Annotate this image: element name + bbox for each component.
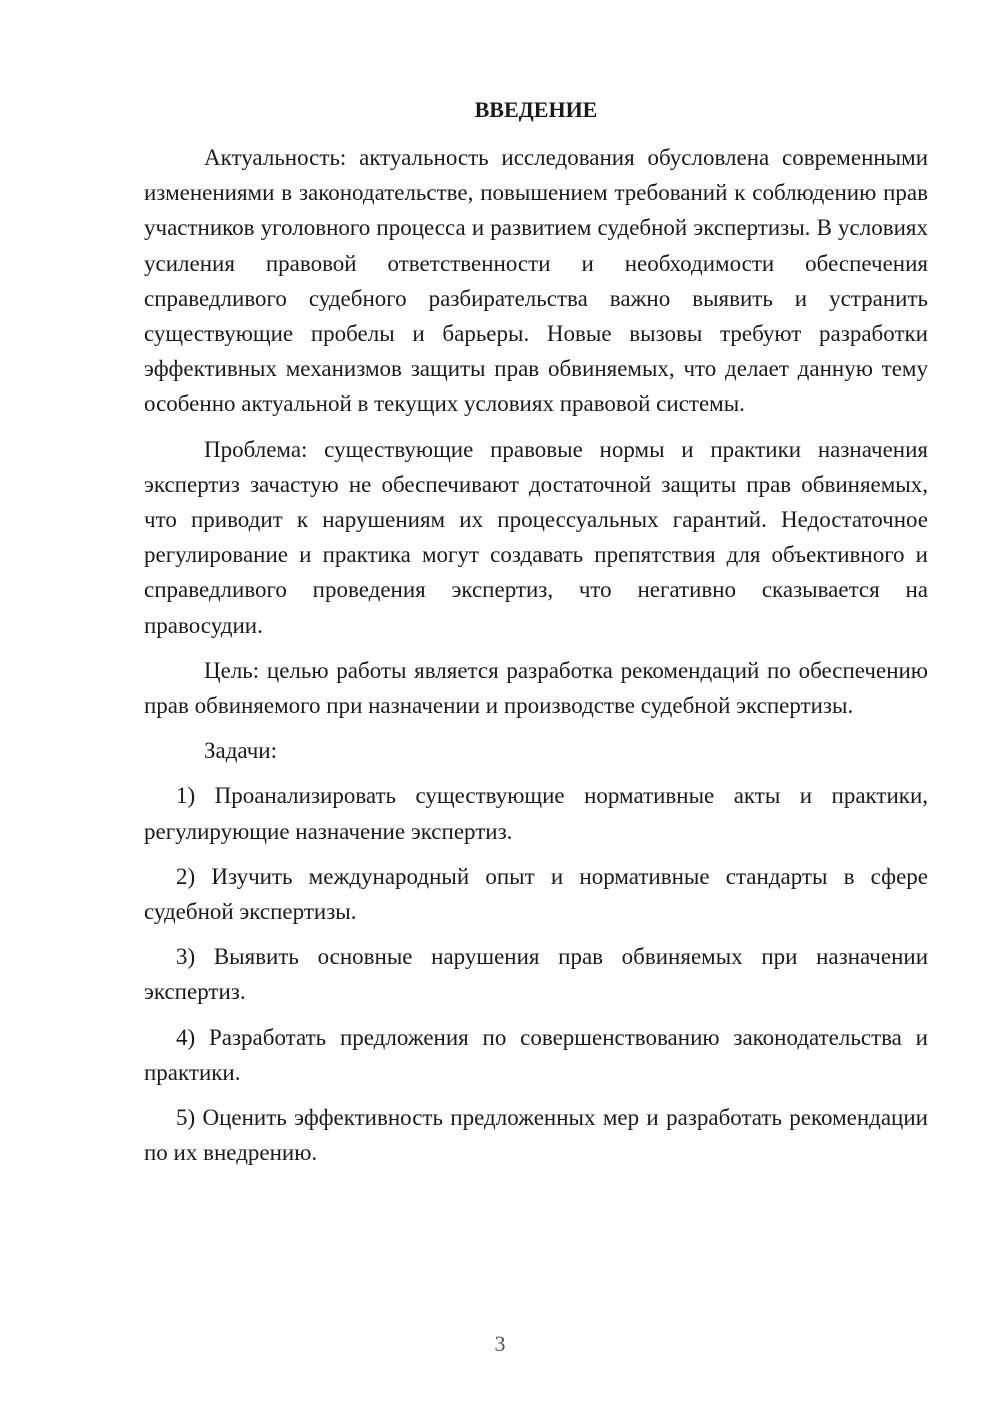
document-page bbox=[144, 94, 928, 1180]
paragraph-tasks-heading: Задачи: bbox=[204, 738, 277, 764]
paragraph-problem: Проблема: существующие правовые нормы и практики назначения экспертиз зачастую не обеспечивают достаточной защиты прав обвиняемых, что приводит к нарушениям их процессуальных гарантий. Недостаточное регулирование и практика могут создавать препятствия для объективного и справедливого проведения экспертиз, что негативно сказывается на правосудии. bbox=[144, 436, 928, 638]
task-item: 2) Изучить международный опыт и нормативные стандарты в сфере судебной экспертизы. bbox=[144, 863, 928, 925]
paragraph-goal: Цель: целью работы является разработка рекомендаций по обеспечению прав обвиняемого при назначении и производстве судебной экспертизы. bbox=[144, 657, 928, 719]
paragraph-relevance: Актуальность: актуальность исследования обусловлена современными изменениями в законодательстве, повышением требований к соблюдению прав участников уголовного процесса и развитием судебной экспертизы. В условиях усиления правовой ответственности и необходимости обеспечения справедливого судебного разбирательства важно выявить и устранить существующие пробелы и барьеры. Новые вызовы требуют разработки эффективных механизмов защиты прав обвиняемых, что делает данную тему особенно актуальной в текущих условиях правовой системы. bbox=[144, 145, 928, 417]
page-number: 3 bbox=[494, 1331, 506, 1356]
section-title: ВВЕДЕНИЕ bbox=[474, 97, 598, 122]
task-item: 1) Проанализировать существующие нормативные акты и практики, регулирующие назначение экспертиз. bbox=[144, 783, 928, 844]
task-item: 5) Оценить эффективность предложенных мер и разработать рекомендации по их внедрению. bbox=[144, 1105, 928, 1166]
task-item: 3) Выявить основные нарушения прав обвиняемых при назначении экспертиз. bbox=[144, 944, 928, 1005]
task-item: 4) Разработать предложения по совершенствованию законодательства и практики. bbox=[144, 1024, 928, 1085]
